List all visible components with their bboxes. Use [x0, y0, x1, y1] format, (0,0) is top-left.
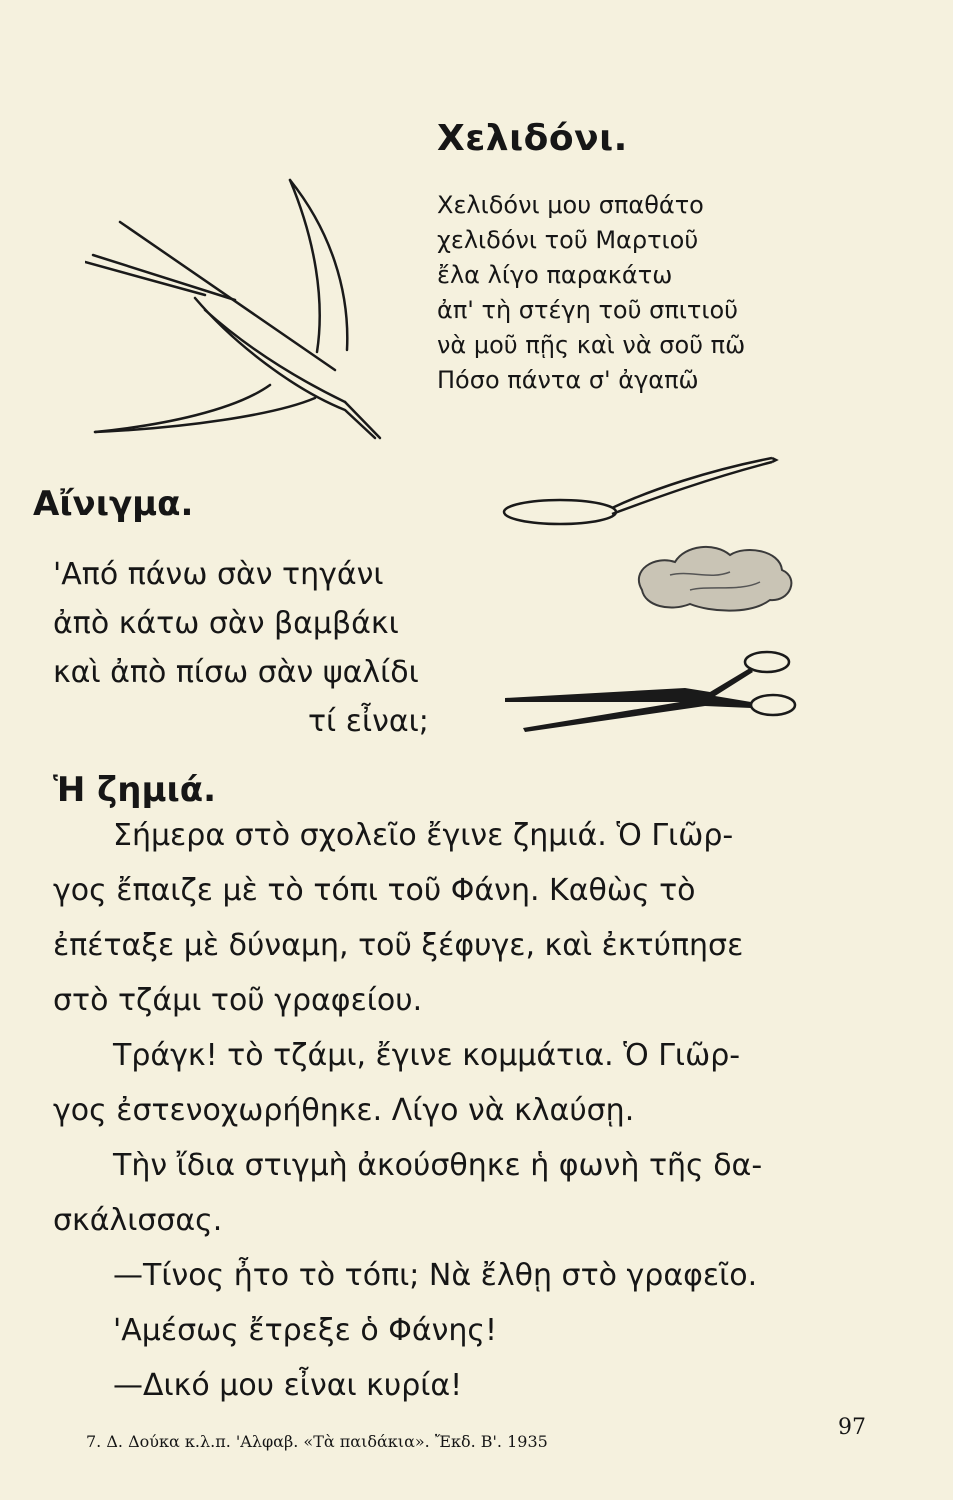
- riddle-title: Αἴνιγμα.: [33, 484, 194, 524]
- riddle-line: τί εἶναι;: [308, 704, 429, 739]
- riddle-line: καὶ ἀπὸ πίσω σὰν ψαλίδι: [53, 655, 419, 690]
- story-line: σκάλισσας.: [53, 1203, 223, 1238]
- riddle-line: ἀπὸ κάτω σὰν βαμβάκι: [53, 606, 399, 641]
- poem-line: ἔλα λίγο παρακάτω: [437, 261, 673, 289]
- story-line: Τράγκ! τὸ τζάμι, ἔγινε κομμάτια. Ὁ Γιῶρ-: [113, 1038, 741, 1073]
- story-line: —Δικό μου εἶναι κυρία!: [113, 1368, 463, 1403]
- riddle-body: [53, 550, 429, 746]
- story-line: στὸ τζάμι τοῦ γραφείου.: [53, 983, 423, 1018]
- poem-line: χελιδόνι τοῦ Μαρτιοῦ: [437, 226, 699, 254]
- story-line: Σήμερα στὸ σχολεῖο ἔγινε ζημιά. Ὁ Γιῶρ-: [113, 818, 734, 853]
- story-title: Ἡ ζημιά.: [53, 770, 217, 810]
- poem-line: ἀπ' τὴ στέγη τοῦ σπιτιοῦ: [437, 296, 739, 324]
- spoon-drawing: [500, 450, 780, 530]
- footer-citation: 7. Δ. Δούκα κ.λ.π. 'Αλφαβ. «Τὰ παιδάκια». Ἔκδ. Β'. 1935: [86, 1432, 548, 1451]
- story-line: Τὴν ἴδια στιγμὴ ἀκούσθηκε ἡ φωνὴ τῆς δα-: [113, 1148, 763, 1183]
- story-body: [53, 808, 873, 1413]
- poem-line: Πόσο πάντα σ' ἀγαπῶ: [437, 366, 699, 394]
- swallow-drawing: [85, 170, 395, 445]
- cloud-drawing: [630, 540, 800, 620]
- story-line: γος ἐστενοχωρήθηκε. Λίγο νὰ κλαύσῃ.: [53, 1093, 635, 1128]
- scissors-drawing: [505, 650, 805, 745]
- story-line: ἐπέταξε μὲ δύναμη, τοῦ ξέφυγε, καὶ ἐκτύπησε: [53, 928, 744, 963]
- story-line: 'Αμέσως ἔτρεξε ὁ Φάνης!: [113, 1313, 498, 1348]
- riddle-line: 'Από πάνω σὰν τηγάνι: [53, 557, 384, 592]
- poem-line: νὰ μοῦ πῇς καὶ νὰ σοῦ πῶ: [437, 331, 746, 359]
- page-number: 97: [838, 1415, 866, 1440]
- poem-body: [437, 188, 745, 398]
- story-line: γος ἔπαιζε μὲ τὸ τόπι τοῦ Φάνη. Καθὼς τὸ: [53, 873, 696, 908]
- story-line: —Τίνος ἦτο τὸ τόπι; Νὰ ἔλθῃ στὸ γραφεῖο.: [113, 1258, 758, 1293]
- poem-line: Χελιδόνι μου σπαθάτο: [437, 191, 704, 219]
- poem-title: Χελιδόνι.: [437, 118, 628, 159]
